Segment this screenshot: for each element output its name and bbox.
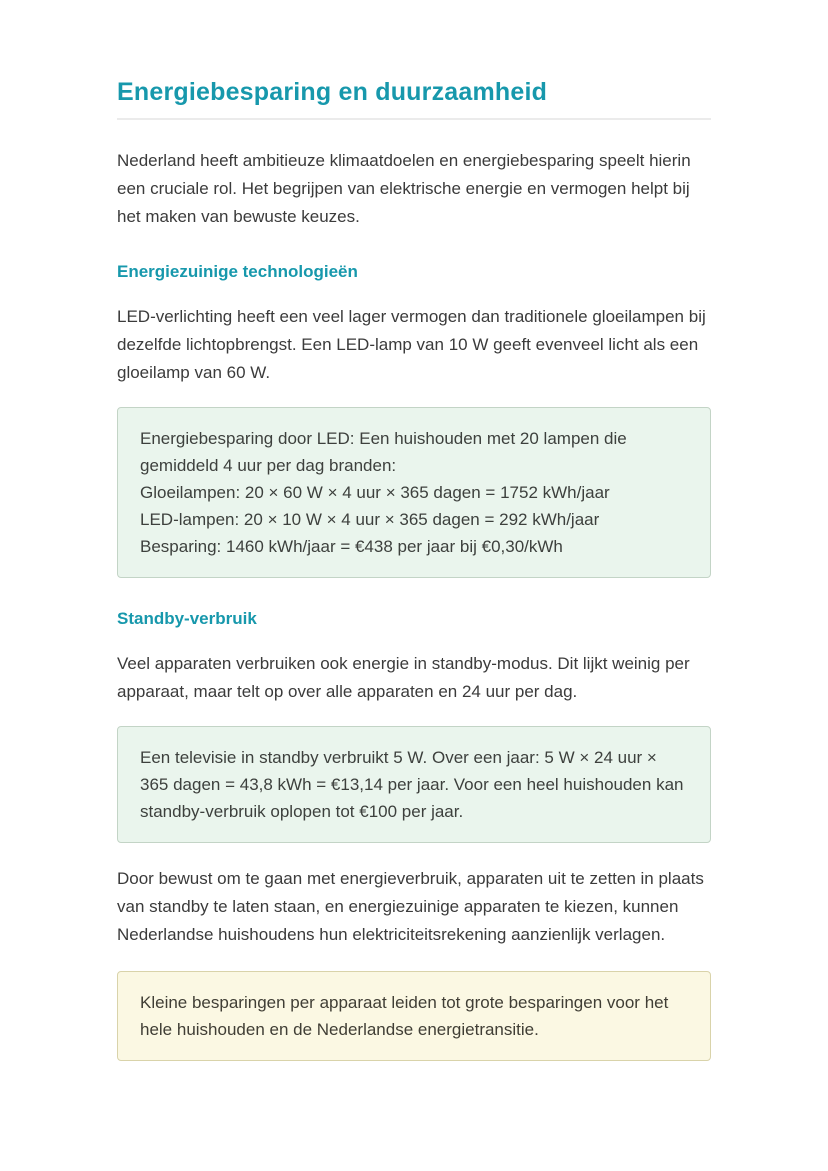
standby-example-box <box>117 726 711 843</box>
led-example-box <box>117 407 711 578</box>
led-example-line-gloeilampen: Gloeilampen: 20 × 60 W × 4 uur × 365 dagen = 1752 kWh/jaar <box>140 483 610 502</box>
led-example-line-besparing: Besparing: 1460 kWh/jaar = €438 per jaar bij €0,30/kWh <box>140 537 563 556</box>
page-title: Energiebesparing en duurzaamheid <box>117 78 548 106</box>
led-paragraph: LED-verlichting heeft een veel lager vermogen dan traditionele gloeilampen bij dezelfde lichtopbrengst. Een LED-lamp van 10 W geeft evenveel licht als een gloeilamp van 60 W. <box>117 307 706 382</box>
highlight-box <box>117 971 711 1061</box>
closing-paragraph: Door bewust om te gaan met energieverbruik, apparaten uit te zetten in plaats van standby te laten staan, en energiezuinige apparaten te kiezen, kunnen Nederlandse huishoudens hun elektriciteitsrekening aanzienlijk verlagen. <box>117 869 704 944</box>
standby-paragraph: Veel apparaten verbruiken ook energie in standby-modus. Dit lijkt weinig per apparaat, maar telt op over alle apparaten en 24 uur per dag. <box>117 654 690 701</box>
title-divider <box>117 118 711 120</box>
section-heading-energiezuinige-technologieen: Energiezuinige technologieën <box>117 262 358 281</box>
intro-paragraph: Nederland heeft ambitieuze klimaatdoelen en energiebesparing speelt hierin een cruciale rol. Het begrijpen van elektrische energie en vermogen helpt bij het maken van bewuste keuzes. <box>117 151 691 226</box>
standby-example-text: Een televisie in standby verbruikt 5 W. Over een jaar: 5 W × 24 uur × 365 dagen = 43,8 kWh = €13,14 per jaar. Voor een heel huishouden kan standby-verbruik oplopen tot €100 per jaar. <box>140 748 684 821</box>
led-example-line-intro: Energiebesparing door LED: Een huishouden met 20 lampen die gemiddeld 4 uur per dag branden: <box>140 429 627 475</box>
section-heading-standby-verbruik: Standby-verbruik <box>117 609 257 628</box>
led-example-line-ledlampen: LED-lampen: 20 × 10 W × 4 uur × 365 dagen = 292 kWh/jaar <box>140 510 600 529</box>
highlight-box-text: Kleine besparingen per apparaat leiden tot grote besparingen voor het hele huishouden en de Nederlandse energietransitie. <box>140 993 669 1039</box>
